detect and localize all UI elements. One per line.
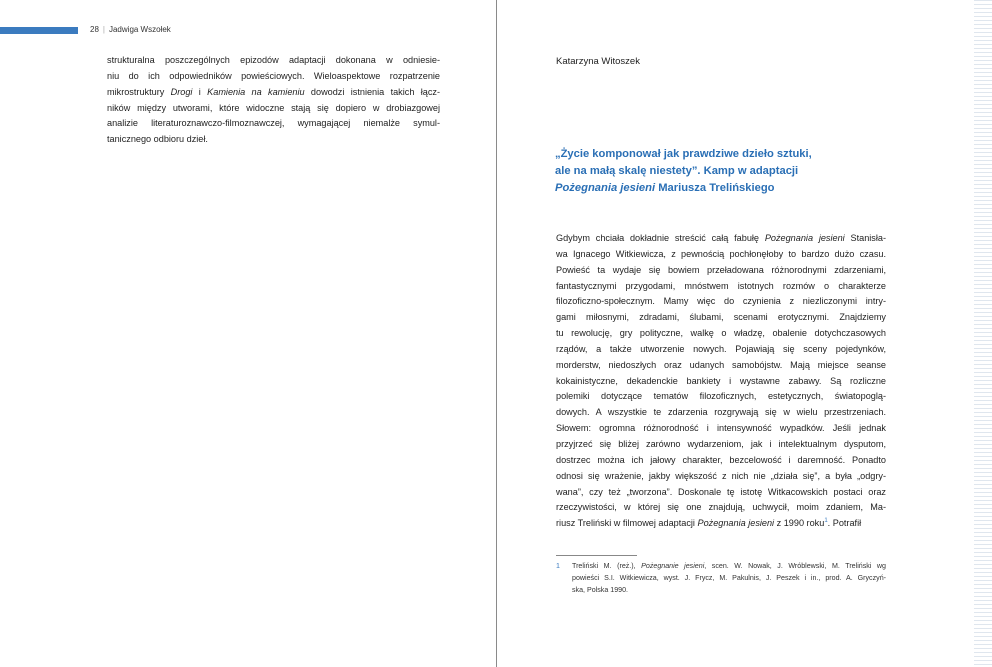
footnote-line: ska, Polska 1990. [572,586,628,595]
text-line: wana”, czy też „tworzona”. Doskonale tę istotę Witkacowskich postaci oraz [556,486,886,497]
text-line: analizie literaturoznawczo-filmoznawczej, wymagającej niemalże symul- [107,118,440,129]
text-line: Słowem: ogromna różnorodność i intensywność wypadków. Jeśli jednak [556,423,886,434]
text-line: odnosi się wrażenie, jakby większość z nich nie „działa się”, a była „odgry- [556,470,886,481]
text-line: rządów, a także utworzenie nowych. Pojawiają się sceny pojedynków, [556,343,886,354]
footnote-text [572,560,886,597]
header-separator: | [102,25,105,34]
title-line: ale na małą skalę niestety”. Kamp w adaptacji [555,165,799,177]
text-line: polemiki dotyczące tematów filozoficznych, estetycznych, światopoglą- [556,391,886,402]
text-line: Gdybym chciała dokładnie streścić całą fabułę Pożegnania jesieni Stanisła- [556,233,886,243]
text-line: Powieść ta wydaje się bowiem przeładowana różnorodnymi zdarzeniami, [556,264,886,275]
text-line: tu rewolucję, gry polityczne, walkę o władzę, obalenie dotychczasowych [556,328,886,339]
text-line: dowych. A wszystkie te zdarzenia rozgrywają się w wielu przestrzeniach. [556,407,886,418]
footnote-line: Treliński M. (reż.), Pożegnanie jesieni, scen. W. Nowak, J. Wróblewski, M. Treliński wg [572,562,886,570]
text-line: rzeczywistości, w której się one znajdują, uchwycił, moim zdaniem, Ma- [556,502,886,513]
page-number: 28 [90,25,99,34]
chapter-title [555,146,865,197]
title-line: „Życie komponował jak prawdziwe dzieło sztuki, [555,148,812,160]
text-line: przyjrzeć się bliżej zarówno wydarzeniom, jak i intelektualnym dysputom, [556,438,886,449]
text-line: wa Ignacego Witkiewicza, z pewnością pochłonęłoby to bardzo dużo czasu. [556,248,886,259]
text-line: gami miłosnymi, zdradami, ślubami, scenami erotycznymi. Znajdziemy [556,312,886,323]
text-line: strukturalna poszczególnych epizodów adaptacji dokonana w odniesie- [107,55,440,65]
text-line: niu do ich odpowiedników powieściowych. Wieloaspektowe rozpatrzenie [107,70,440,81]
text-line: riusz Treliński w filmowej adaptacji Pożegnania jesieni z 1990 roku$^1$. Potrafił [556,518,862,529]
running-author: Jadwiga Wszołek [108,25,171,34]
chapter-author: Katarzyna Witoszek [556,56,640,67]
footnote-number: 1 [556,562,560,570]
footnote-rule [556,555,637,556]
footnote-line: powieści S.I. Witkiewicza, wyst. J. Frycz, M. Pakulnis, J. Peszek i in., prod. A. Gryczyń- [572,574,886,583]
text-line: dostrzec można ich jałowy charakter, bezcelowość i daremność. Ponadto [556,454,886,465]
header-accent-bar [0,27,78,34]
text-line: tanicznego odbioru dzieł. [107,134,208,145]
running-header [90,25,171,34]
text-line: fantastycznymi przygodami, mnóstwem istotnych rozmów o charakterze [556,280,886,291]
text-line: filozoficzno-społecznym. Mamy więc do czynienia z niezliczonymi intry- [556,296,886,307]
text-line: mikrostruktury Drogi i Kamienia na kamieniu dowodzi istnienia takich łącz- [107,86,441,97]
side-scroll-strip [974,0,992,667]
text-line: kokainistyczne, dekadenckie bankiety i wystawne zabawy. Są rozliczne [556,375,886,386]
left-body-text [107,53,440,148]
right-body-text [556,231,886,532]
title-line: Pożegnania jesieni Mariusza Trelińskiego [555,182,775,194]
text-line: morderstw, niedoszłych oraz udanych samobójstw. Mają miejsce seanse [556,359,886,370]
text-line: ników między utworami, które widoczne stają się dopiero w drobiazgowej [107,102,440,113]
